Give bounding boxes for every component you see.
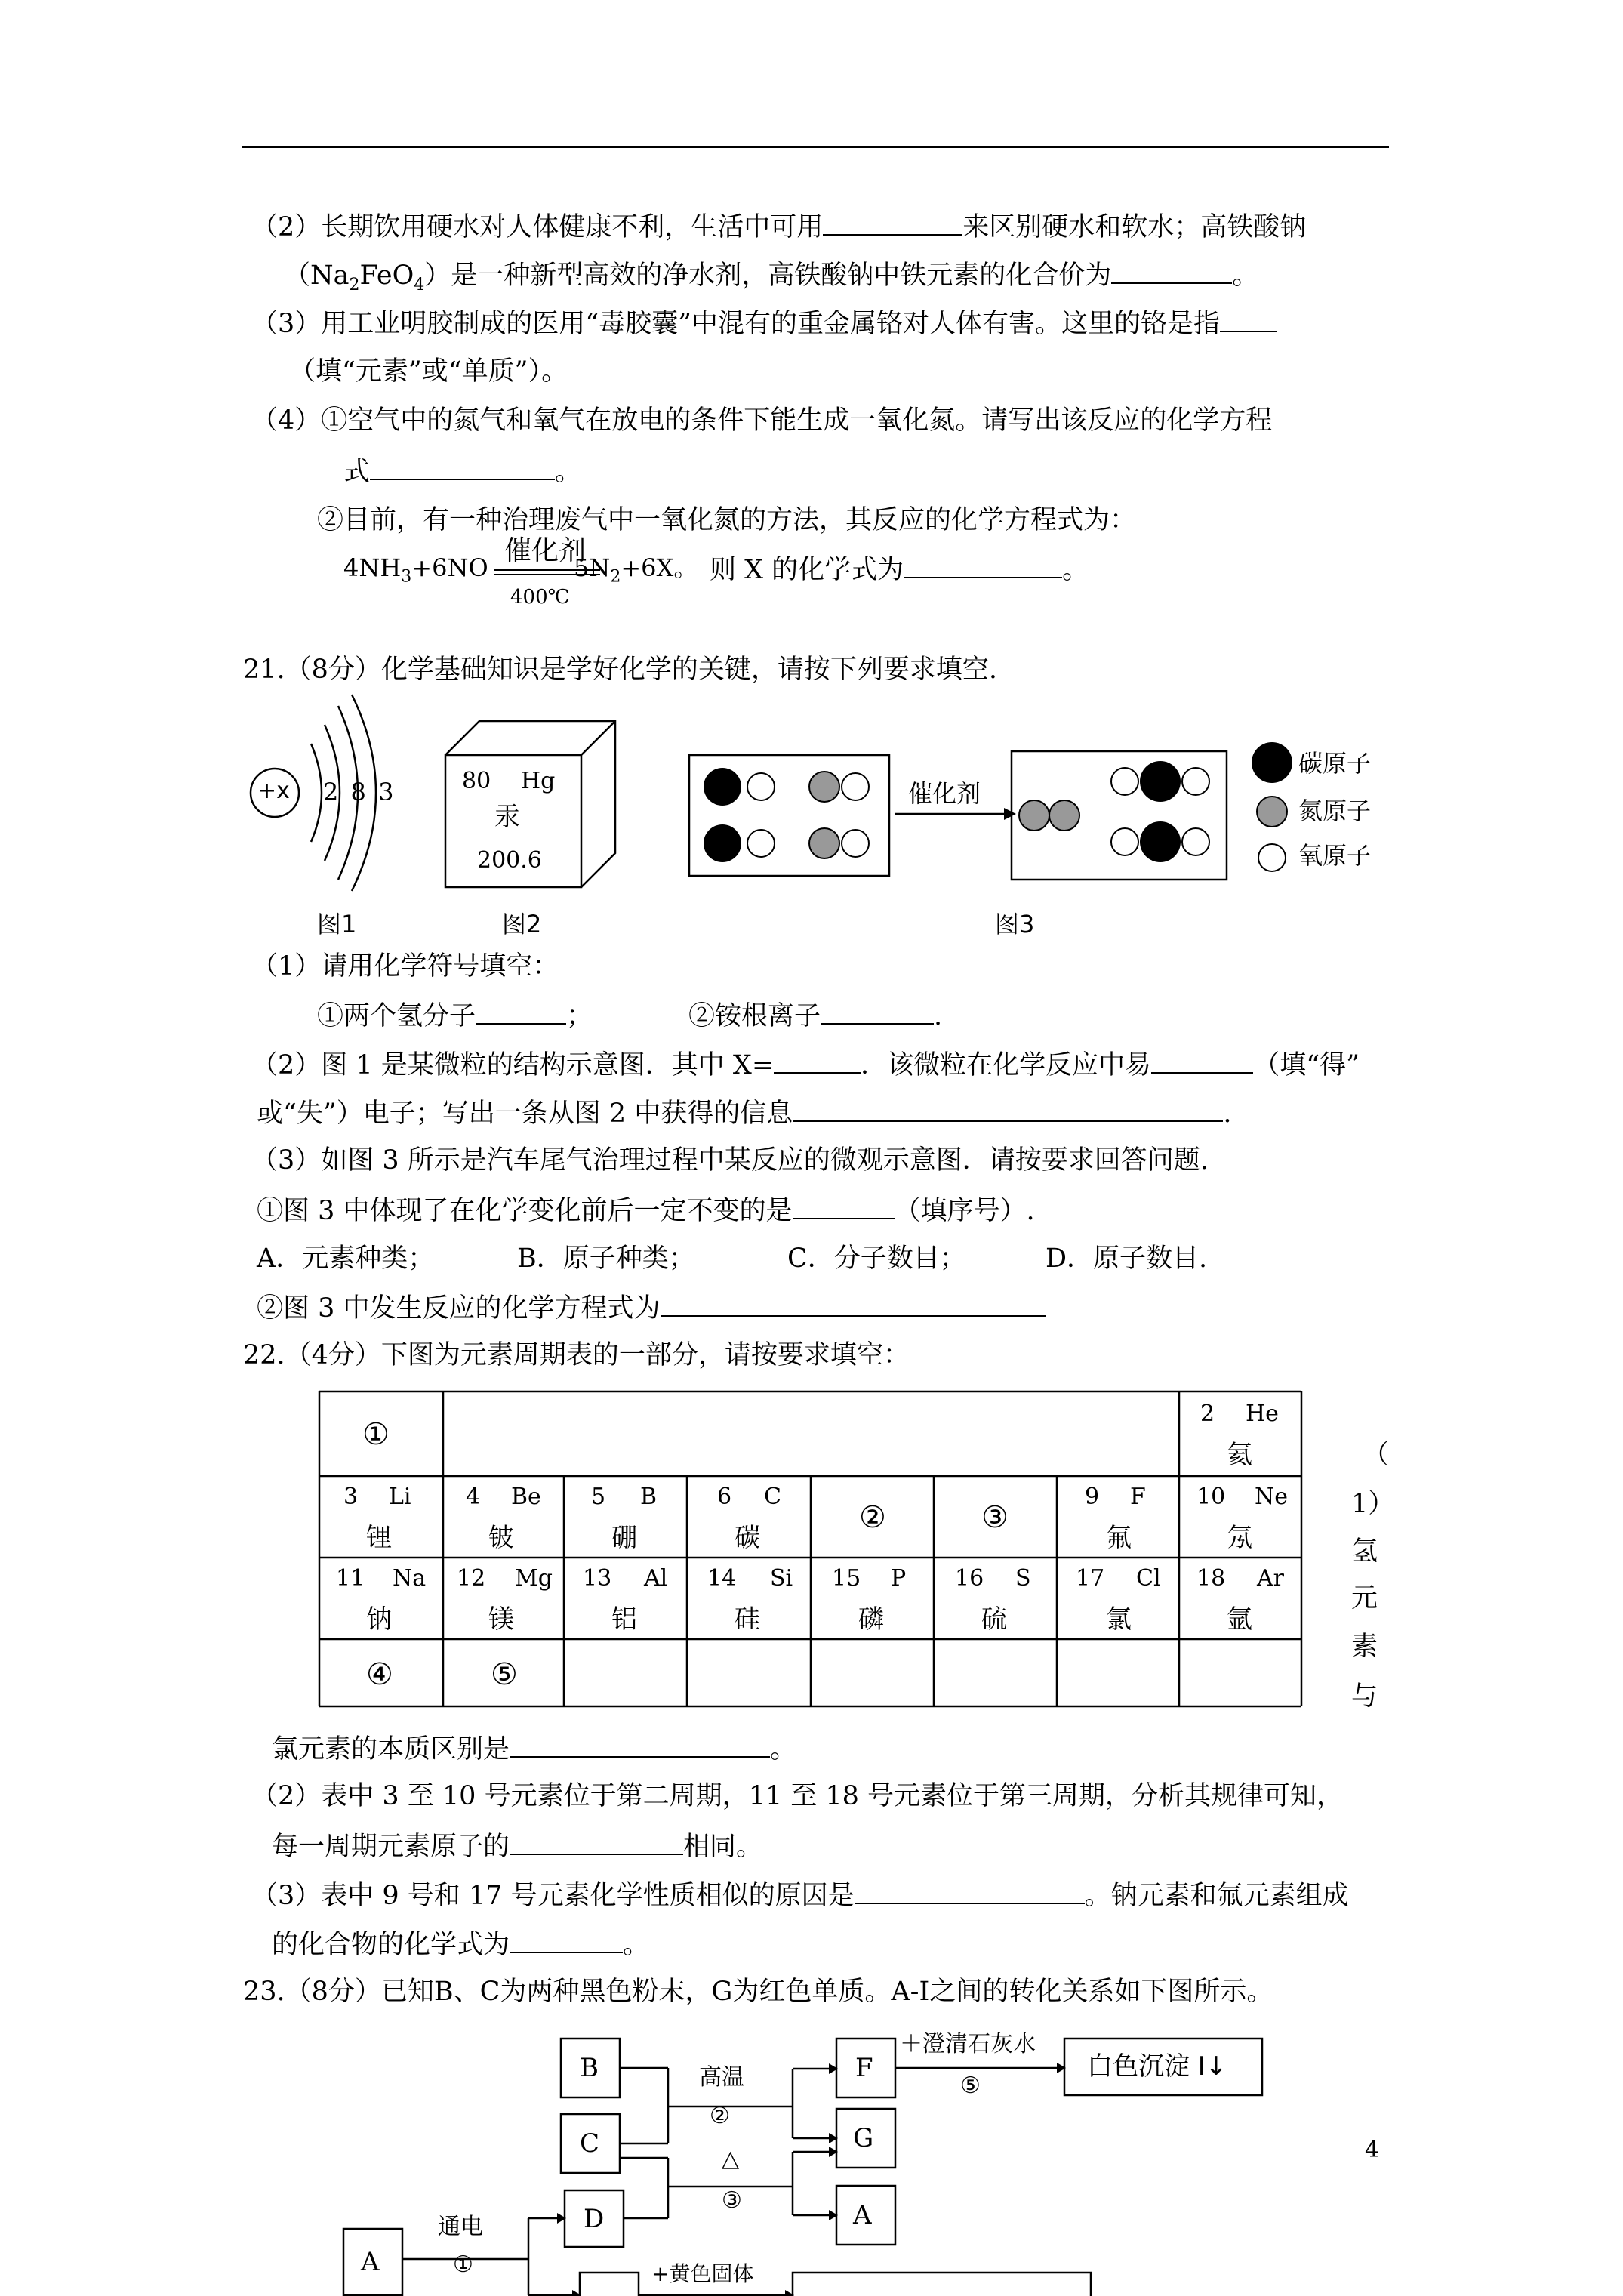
q20-part4-line2: 式 。 bbox=[343, 457, 582, 487]
b-number: 5 bbox=[591, 1484, 606, 1510]
q21-option-c: C．分子数目； bbox=[787, 1244, 966, 1274]
label-heat: △ bbox=[722, 2146, 740, 2172]
cell-blank-1: ① bbox=[362, 1417, 390, 1452]
q23-title: 23.（8分）已知B、C为两种黑色粉末，G为红色单质。A-I之间的转化关系如下图所示。 bbox=[243, 1977, 1273, 2007]
equation-catalyst: 催化剂 bbox=[504, 535, 587, 566]
p-number: 15 bbox=[832, 1565, 861, 1592]
box-a1-label: A bbox=[361, 2247, 380, 2277]
q20-part2-line2: $(Na_2FeO_4)$是一种新型高效的净水剂，高铁酸钠中铁元素的化合价为 。 bbox=[284, 260, 1259, 294]
q21-part2-line2: 或“失”）电子；写出一条从图 2 中获得的信息 . bbox=[257, 1099, 1232, 1129]
q21-part2-line1: （2）图 1 是某微粒的结构示意图．其中 X= ．该微粒在化学反应中易 （填“得” bbox=[251, 1050, 1360, 1080]
label-electrolysis: 通电 bbox=[438, 2214, 483, 2240]
label-step2: ② bbox=[710, 2103, 730, 2129]
ne-number: 10 bbox=[1196, 1484, 1226, 1510]
figure1-shell-numbers: 2 8 3 bbox=[323, 778, 394, 806]
side-text-4: 元 bbox=[1351, 1583, 1378, 1613]
box-f-label: F bbox=[855, 2053, 873, 2083]
q21-option-b: B．原子种类； bbox=[517, 1244, 695, 1274]
label-limewater: ＋澄清石灰水 bbox=[900, 2031, 1036, 2057]
q22-part1-line2: 氯元素的本质区别是 。 bbox=[272, 1734, 797, 1764]
q21-part3a: ①图 3 中体现了在化学变化前后一定不变的是 （填序号）. bbox=[257, 1196, 1035, 1226]
q22-part3-line2: 的化合物的化学式为 。 bbox=[272, 1930, 650, 1960]
label-yellow-solid: +黄色固体 bbox=[651, 2261, 754, 2286]
label-step5: ⑤ bbox=[960, 2073, 981, 2099]
ne-name: 氖 bbox=[1227, 1523, 1252, 1553]
b-name: 硼 bbox=[611, 1523, 637, 1553]
label-step1: ① bbox=[453, 2251, 473, 2278]
p-name: 磷 bbox=[858, 1604, 884, 1635]
figure2-symbol: Hg bbox=[521, 768, 556, 794]
q20-part4-line1: （4）①空气中的氮气和氧气在放电的条件下能生成一氧化氮。请写出该反应的化学方程 bbox=[251, 405, 1273, 436]
s-name: 硫 bbox=[981, 1604, 1007, 1635]
q22-part3-line1: （3）表中 9 号和 17 号元素化学性质相似的原因是 。钠元素和氟元素组成 bbox=[251, 1881, 1349, 1911]
legend-nitrogen: 氮原子 bbox=[1298, 797, 1372, 825]
q20-part3-line2: （填“元素”或“单质”）。 bbox=[289, 356, 568, 387]
side-text-3: 氢 bbox=[1351, 1536, 1378, 1567]
box-d-label: D bbox=[584, 2204, 605, 2234]
f-number: 9 bbox=[1085, 1484, 1100, 1510]
na-name: 钠 bbox=[366, 1604, 392, 1635]
figure2-name: 汞 bbox=[494, 802, 520, 832]
q22-part2-line2: 每一周期元素原子的 相同。 bbox=[272, 1832, 763, 1862]
he-number: 2 bbox=[1200, 1401, 1215, 1427]
legend-carbon: 碳原子 bbox=[1298, 749, 1372, 778]
equation-temperature: 400℃ bbox=[510, 586, 570, 609]
be-symbol: Be bbox=[511, 1484, 541, 1510]
side-text-6: 与 bbox=[1351, 1681, 1378, 1712]
be-name: 铍 bbox=[488, 1523, 514, 1553]
c-symbol: C bbox=[764, 1484, 781, 1510]
si-number: 14 bbox=[707, 1565, 737, 1592]
legend-oxygen: 氧原子 bbox=[1298, 841, 1372, 870]
he-name: 氦 bbox=[1227, 1440, 1252, 1470]
cl-name: 氯 bbox=[1106, 1604, 1132, 1635]
label-step3: ③ bbox=[722, 2187, 742, 2214]
figure1-nucleus-label: +x bbox=[257, 778, 290, 804]
f-symbol: F bbox=[1130, 1484, 1146, 1510]
mg-name: 镁 bbox=[488, 1604, 514, 1635]
na-symbol: Na bbox=[393, 1565, 427, 1592]
label-high-temp: 高温 bbox=[699, 2064, 744, 2091]
mg-number: 12 bbox=[457, 1565, 486, 1592]
q21-part1: （1）请用化学符号填空： bbox=[251, 951, 559, 982]
q21-title: 21.（8分）化学基础知识是学好化学的关键，请按下列要求填空. bbox=[243, 655, 998, 685]
c-number: 6 bbox=[717, 1484, 732, 1510]
ne-symbol: Ne bbox=[1255, 1484, 1289, 1510]
ar-symbol: Ar bbox=[1257, 1565, 1285, 1592]
box-c-label: C bbox=[580, 2128, 600, 2159]
box-a2-label: A bbox=[853, 2200, 872, 2230]
p-symbol: P bbox=[891, 1565, 907, 1592]
na-number: 11 bbox=[336, 1565, 365, 1592]
f-name: 氟 bbox=[1106, 1523, 1132, 1553]
side-text-2: 1） bbox=[1351, 1489, 1395, 1519]
q20-part2-line1: （2）长期饮用硬水对人体健康不利，生活中可用 来区别硬水和软水；高铁酸钠 bbox=[251, 212, 1307, 242]
be-number: 4 bbox=[466, 1484, 481, 1510]
q22-title: 22.（4分）下图为元素周期表的一部分，请按要求填空： bbox=[243, 1340, 910, 1370]
si-name: 硅 bbox=[735, 1604, 760, 1635]
cell-blank-3: ③ bbox=[981, 1500, 1009, 1535]
ar-name: 氩 bbox=[1227, 1604, 1252, 1635]
q22-part2-line1: （2）表中 3 至 10 号元素位于第二周期，11 至 18 号元素位于第三周期，分析其规律可知， bbox=[251, 1781, 1344, 1811]
c-name: 碳 bbox=[735, 1523, 760, 1553]
equation-question: 则 X 的化学式为 。 bbox=[710, 555, 1089, 585]
li-symbol: Li bbox=[389, 1484, 411, 1510]
page-number: 4 bbox=[1365, 2137, 1380, 2163]
q20-part3-line1: （3）用工业明胶制成的医用“毒胶囊”中混有的重金属铬对人体有害。这里的铬是指 bbox=[251, 310, 1277, 337]
figure2-caption: 图2 bbox=[502, 910, 542, 938]
q21-part1a: ①两个氢分子 ； bbox=[317, 1001, 593, 1031]
side-text-1: （ bbox=[1363, 1440, 1390, 1470]
box-g-label: G bbox=[853, 2123, 874, 2153]
q21-part1b: ②铵根离子 . bbox=[688, 1001, 943, 1031]
side-text-5: 素 bbox=[1351, 1632, 1378, 1662]
equation-right: $5N_2+6X$。 bbox=[574, 553, 698, 587]
box-precipitate-label: 白色沉淀 I↓ bbox=[1087, 2051, 1227, 2082]
al-name: 铝 bbox=[611, 1604, 637, 1635]
cl-symbol: Cl bbox=[1136, 1565, 1161, 1592]
al-symbol: Al bbox=[644, 1565, 668, 1592]
box-gas bbox=[793, 2273, 1091, 2296]
q21-part3: （3）如图 3 所示是汽车尾气治理过程中某反应的微观示意图．请按要求回答问题. bbox=[251, 1145, 1209, 1176]
li-name: 锂 bbox=[366, 1523, 392, 1553]
q21-part3b: ②图 3 中发生反应的化学方程式为 bbox=[257, 1294, 1046, 1322]
he-symbol: He bbox=[1246, 1401, 1279, 1427]
mg-symbol: Mg bbox=[515, 1565, 553, 1592]
cell-blank-2: ② bbox=[859, 1500, 886, 1535]
figure2-atomic-number: 80 bbox=[462, 768, 491, 794]
equation-left: $4NH_3+6NO$ bbox=[343, 553, 488, 587]
cell-blank-5: ⑤ bbox=[491, 1657, 518, 1692]
ar-number: 18 bbox=[1196, 1565, 1226, 1592]
q21-option-a: A．元素种类； bbox=[257, 1244, 435, 1274]
box-e bbox=[580, 2273, 639, 2296]
cl-number: 17 bbox=[1076, 1565, 1105, 1592]
figure3-caption: 图3 bbox=[995, 910, 1035, 938]
b-symbol: B bbox=[640, 1484, 658, 1510]
box-b-label: B bbox=[580, 2053, 599, 2083]
figure1-caption: 图1 bbox=[317, 910, 357, 938]
s-symbol: S bbox=[1015, 1565, 1031, 1592]
li-number: 3 bbox=[343, 1484, 359, 1510]
al-number: 13 bbox=[583, 1565, 612, 1592]
s-number: 16 bbox=[955, 1565, 984, 1592]
figure2-mass: 200.6 bbox=[477, 847, 542, 874]
q20-part4-line3: ②目前，有一种治理废气中一氧化氮的方法，其反应的化学方程式为： bbox=[317, 505, 1137, 535]
q21-option-d: D．原子数目. bbox=[1046, 1244, 1208, 1274]
cell-blank-4: ④ bbox=[366, 1657, 393, 1692]
figure3-arrow-label: 催化剂 bbox=[908, 779, 981, 808]
si-symbol: Si bbox=[770, 1565, 793, 1592]
